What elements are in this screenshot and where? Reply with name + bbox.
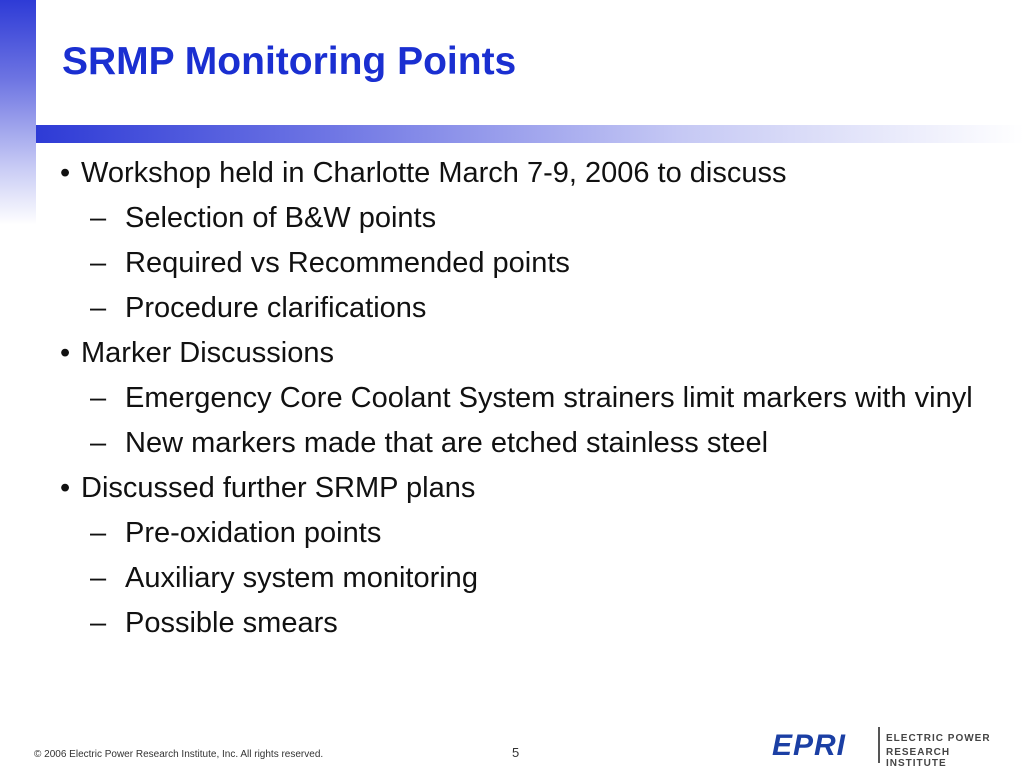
logo-divider	[878, 727, 880, 763]
sub-bullet-item	[60, 427, 980, 459]
sub-bullet-item	[60, 382, 980, 414]
dash-marker: –	[90, 382, 107, 414]
slide-body	[60, 152, 980, 639]
dash-marker: –	[90, 517, 107, 549]
epri-logo	[772, 727, 992, 769]
sub-bullet-item	[60, 517, 980, 549]
page-number: 5	[512, 745, 520, 760]
slide-title: SRMP Monitoring Points	[62, 40, 517, 83]
sub-bullet-item	[60, 202, 980, 234]
sub-bullet-text: Procedure clarifications	[125, 292, 427, 324]
bullet-marker: •	[60, 472, 71, 504]
bullet-text: Marker Discussions	[81, 337, 334, 369]
left-accent-bar	[0, 0, 36, 225]
logo-line-2: RESEARCH INSTITUTE	[886, 747, 951, 769]
bullet-item	[60, 157, 980, 189]
sub-bullet-text: Selection of B&W points	[125, 202, 437, 234]
bullet-item	[60, 472, 980, 504]
sub-bullet-text: Possible smears	[125, 607, 338, 639]
sub-bullet-text: Emergency Core Coolant System strainers limit markers with vinyl	[125, 382, 973, 414]
sub-bullet-text: Auxiliary system monitoring	[125, 562, 478, 594]
dash-marker: –	[90, 607, 107, 639]
bullet-text: Discussed further SRMP plans	[81, 472, 476, 504]
sub-bullet-text: Pre-oxidation points	[125, 517, 382, 549]
sub-bullet-text: New markers made that are etched stainless steel	[125, 427, 769, 459]
bullet-marker: •	[60, 157, 71, 189]
bullet-marker: •	[60, 337, 71, 369]
title-gradient-rule	[36, 125, 1024, 143]
sub-bullet-item	[60, 562, 980, 594]
dash-marker: –	[90, 292, 107, 324]
dash-marker: –	[90, 562, 107, 594]
logo-wordmark: EPRI	[772, 729, 847, 762]
bullet-text: Workshop held in Charlotte March 7-9, 2006 to discuss	[81, 157, 787, 189]
copyright-footer: © 2006 Electric Power Research Institute, Inc. All rights reserved.	[34, 749, 324, 760]
dash-marker: –	[90, 202, 107, 234]
sub-bullet-item	[60, 247, 980, 279]
bullet-item	[60, 337, 980, 369]
dash-marker: –	[90, 427, 107, 459]
dash-marker: –	[90, 247, 107, 279]
sub-bullet-text: Required vs Recommended points	[125, 247, 570, 279]
sub-bullet-item	[60, 292, 980, 324]
logo-line-1: ELECTRIC POWER	[886, 733, 991, 744]
sub-bullet-item	[60, 607, 980, 639]
